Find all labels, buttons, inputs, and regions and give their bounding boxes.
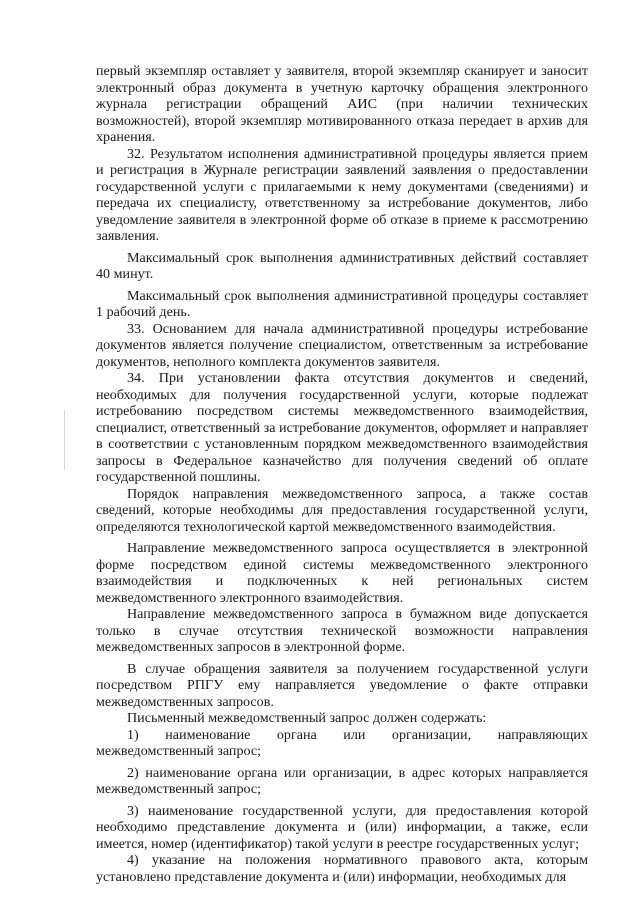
paragraph-item-34: 34. При установлении факта отсутствия документов и сведений, необходимых для получения государственной услуги, которые подлежат истребованию посредством системы межведомственного взаимодействия, специалист, ответственный за истребование документов, оформляет и направляет в соответствии с установленным порядком межведомственного взаимодействия запросы в Федеральное казначейство для получения сведений об оплате государственной пошлины. [96, 370, 588, 485]
paragraph-item-32: 32. Результатом исполнения административной процедуры является прием и регистрация в Журнале регистрации заявлений заявления о предоставлении государственной услуги с прилагаемыми к нему документами (сведениями) и передача их специалисту, ответственному за истребование документов, либо уведомление заявителя в электронной форме об отказе в приеме к рассмотрению заявления. [96, 145, 588, 244]
paragraph-rpgu-notice: В случае обращения заявителя за получением государственной услуги посредством РПГУ ему направляется уведомление о факте отправки межведомственных запросов. [96, 660, 588, 710]
paragraph-max-time-actions: Максимальный срок выполнения административных действий составляет 40 минут. [96, 249, 588, 282]
list-item-3: 3) наименование государственной услуги, для предоставления которой необходимо представление документа и (или) информации, а также, если имеется, номер (идентификатор) такой услуги в реестре государственных услуг; [96, 802, 588, 852]
paragraph-max-time-procedure: Максимальный срок выполнения административной процедуры составляет 1 рабочий день. [96, 287, 588, 320]
paragraph-request-contents: Письменный межведомственный запрос должен содержать: [127, 710, 487, 726]
document-text [96, 63, 588, 885]
scan-artifact-line [64, 410, 65, 470]
list-item-4: 4) указание на положения нормативного правового акта, которым установлено представление документа и (или) информации, необходимых для [96, 852, 588, 885]
list-item-1: 1) наименование органа или организации, направляющих межведомственный запрос; [96, 726, 588, 759]
paragraph-electronic-request: Направление межведомственного запроса осуществляется в электронной форме посредством единой системы межведомственного электронного взаимодействия и подключенных к ней региональных систем межведомственного электронного взаимодействия. [96, 540, 588, 606]
paragraph-continuation: первый экземпляр оставляет у заявителя, второй экземпляр сканирует и заносит электронный образ документа в учетную карточку обращения электронного журнала регистрации обращений АИС (при наличии технических возможностей), второй экземпляр мотивированного отказа передает в архив для хранения. [96, 63, 588, 145]
paragraph-request-order: Порядок направления межведомственного запроса, а также состав сведений, которые необходимы для предоставления государственной услуги, определяются технологической картой межведомственного взаимодействия. [96, 485, 588, 535]
paragraph-paper-request: Направление межведомственного запроса в бумажном виде допускается только в случае отсутствия технической возможности направления межведомственных запросов в электронной форме. [96, 606, 588, 655]
list-item-2: 2) наименование органа или организации, в адрес которых направляется межведомственный запрос; [96, 764, 588, 797]
paragraph-item-33: 33. Основанием для начала административной процедуры истребование документов является получение специалистом, ответственным за истребование документов, неполного комплекта документов заявителя. [96, 320, 588, 370]
